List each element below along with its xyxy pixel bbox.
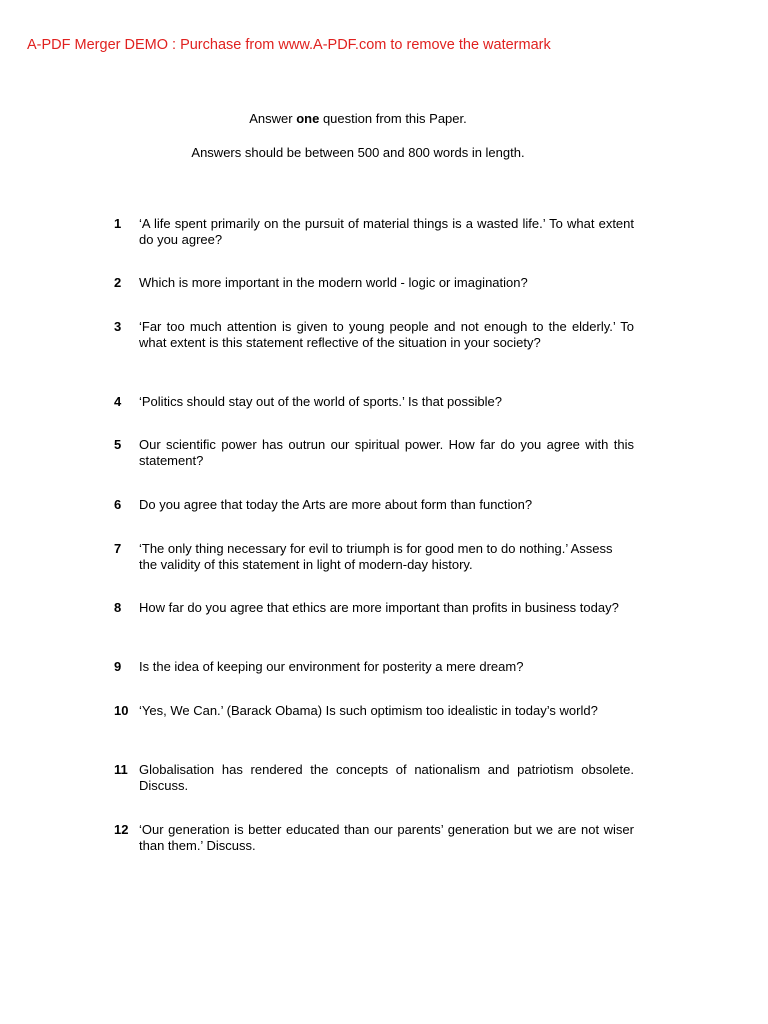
question-number: 3 [114,319,122,334]
question-number: 2 [114,275,122,290]
question-number: 9 [114,659,122,674]
question-text: ‘A life spent primarily on the pursuit of material things is a wasted life.’ To what extent do you agree? [139,216,634,247]
instruction-text-after: question from this Paper. [319,111,467,126]
question-number: 1 [114,216,122,231]
question-text: ‘The only thing necessary for evil to triumph is for good men to do nothing.’ Assess the validity of this statement in light of modern-day history. [139,541,613,572]
question-number: 12 [114,822,129,837]
question-number: 8 [114,600,122,615]
instruction-word-count: Answers should be between 500 and 800 words in length. [191,145,525,160]
question-text: ‘Yes, We Can.’ (Barack Obama) Is such optimism too idealistic in today’s world? [139,703,598,718]
instruction-text-before: Answer [249,111,297,126]
question-text: ‘Far too much attention is given to young people and not enough to the elderly.’ To what extent is this statement reflective of the situation in your society? [139,319,634,350]
question-number: 10 [114,703,129,718]
instruction-emphasis: one [296,111,320,126]
question-text: ‘Politics should stay out of the world of sports.’ Is that possible? [139,394,502,409]
question-number: 5 [114,437,122,452]
question-number: 6 [114,497,122,512]
question-text: Which is more important in the modern world - logic or imagination? [139,275,528,290]
question-text: Our scientific power has outrun our spiritual power. How far do you agree with this statement? [139,437,634,468]
question-number: 4 [114,394,122,409]
watermark-banner: A-PDF Merger DEMO : Purchase from www.A-PDF.com to remove the watermark [27,37,551,53]
question-text: Globalisation has rendered the concepts of nationalism and patriotism obsolete. Discuss. [139,762,634,793]
question-text: ‘Our generation is better educated than our parents’ generation but we are not wiser than them.’ Discuss. [139,822,634,853]
question-number: 7 [114,541,122,556]
question-text: Is the idea of keeping our environment for posterity a mere dream? [139,659,524,674]
question-text: Do you agree that today the Arts are more about form than function? [139,497,533,512]
question-text: How far do you agree that ethics are more important than profits in business today? [139,600,619,615]
question-number: 11 [114,762,128,777]
